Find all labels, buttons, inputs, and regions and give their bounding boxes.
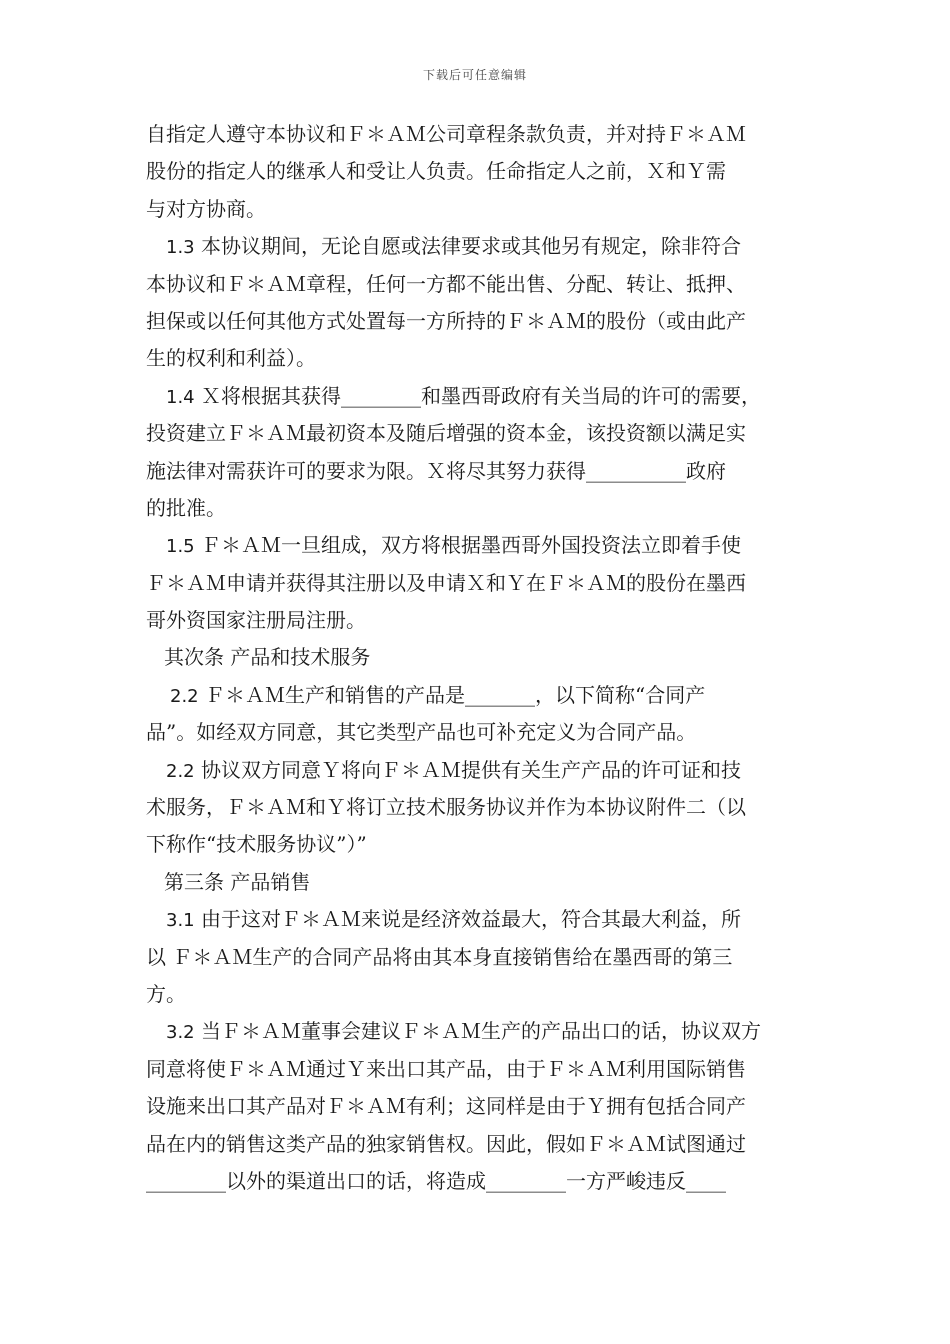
text-line (146, 1013, 816, 1050)
line-text: 设施来出口其产品对Ｆ＊ＡＭ有利；这同样是由于Ｙ拥有包括合同产 (146, 1094, 746, 1119)
line-text: 本协议期间，无论自愿或法律要求或其他另有规定，除非符合 (194, 234, 741, 259)
line-text: 生的权利和利益）。 (146, 346, 316, 371)
text-line (146, 826, 816, 863)
text-line (146, 864, 816, 901)
text-line (146, 340, 816, 377)
line-text: 第三条 产品销售 (164, 869, 311, 894)
text-line (146, 228, 816, 265)
clause-number: 2.2 (166, 760, 195, 782)
line-text: Ｆ＊ＡＭ一旦组成，双方将根据墨西哥外国投资法立即着手使 (194, 533, 741, 558)
line-text: 其次条 产品和技术服务 (164, 645, 371, 670)
text-line (146, 191, 816, 228)
line-text: Ｆ＊ＡＭ生产和销售的产品是_______，以下简称“合同产 (198, 682, 706, 707)
page-header: 下载后可任意编辑 (422, 68, 527, 82)
text-line (146, 602, 816, 639)
line-text: 下称作“技术服务协议”）” (146, 832, 367, 857)
text-line (146, 153, 816, 190)
text-line (146, 303, 816, 340)
text-line (146, 490, 816, 527)
line-text: 方。 (146, 981, 186, 1006)
document-body (146, 116, 816, 1200)
clause-number: 1.4 (166, 386, 195, 408)
text-line (146, 116, 816, 153)
line-text: 投资建立Ｆ＊ＡＭ最初资本及随后增强的资本金，该投资额以满足实 (146, 421, 746, 446)
text-line (146, 1163, 816, 1200)
text-line (146, 1051, 816, 1088)
clause-number: 1.5 (166, 536, 195, 558)
line-text: 同意将使Ｆ＊ＡＭ通过Ｙ来出口其产品，由于Ｆ＊ＡＭ利用国际销售 (146, 1056, 746, 1081)
line-text: 施法律对需获许可的要求为限。Ｘ将尽其努力获得__________政府 (146, 458, 726, 483)
line-text: 术服务，Ｆ＊ＡＭ和Ｙ将订立技术服务协议并作为本协议附件二（以 (146, 795, 746, 820)
line-text: 品在内的销售这类产品的独家销售权。因此，假如Ｆ＊ＡＭ试图通过 (146, 1131, 746, 1156)
text-line (146, 901, 816, 938)
text-line (146, 453, 816, 490)
text-line (146, 565, 816, 602)
line-text: 协议双方同意Ｙ将向Ｆ＊ＡＭ提供有关生产产品的许可证和技 (194, 757, 741, 782)
line-text: 与对方协商。 (146, 196, 266, 221)
text-line (146, 677, 816, 714)
text-line (146, 976, 816, 1013)
line-text: Ｆ＊ＡＭ申请并获得其注册以及申请Ｘ和Ｙ在Ｆ＊ＡＭ的股份在墨西 (146, 570, 746, 595)
line-text: 股份的指定人的继承人和受让人负责。任命指定人之前，Ｘ和Ｙ需 (146, 159, 726, 184)
text-line (146, 639, 816, 676)
text-line (146, 527, 816, 564)
line-text: 哥外资国家注册局注册。 (146, 608, 366, 633)
clause-number: 3.1 (166, 910, 195, 932)
line-text: 的批准。 (146, 495, 226, 520)
line-text: Ｘ将根据其获得________和墨西哥政府有关当局的许可的需要， (194, 383, 761, 408)
text-line (146, 752, 816, 789)
text-line (146, 789, 816, 826)
text-line (146, 378, 816, 415)
clause-number: 3.2 (166, 1022, 195, 1044)
clause-number: 2.2 (170, 685, 199, 707)
text-line (146, 1088, 816, 1125)
text-line (146, 939, 816, 976)
clause-number: 1.3 (166, 237, 195, 259)
line-text: 担保或以任何其他方式处置每一方所持的Ｆ＊ＡＭ的股份（或由此产 (146, 308, 746, 333)
line-text: 当Ｆ＊ＡＭ董事会建议Ｆ＊ＡＭ生产的产品出口的话，协议双方 (194, 1019, 761, 1044)
text-line (146, 1126, 816, 1163)
line-text: 以 Ｆ＊ＡＭ生产的合同产品将由其本身直接销售给在墨西哥的第三 (146, 944, 733, 969)
line-text: 由于这对Ｆ＊ＡＭ来说是经济效益最大，符合其最大利益，所 (194, 907, 741, 932)
line-text: 自指定人遵守本协议和Ｆ＊ＡＭ公司章程条款负责，并对持Ｆ＊ＡＭ (146, 122, 746, 146)
line-text: ________以外的渠道出口的话，将造成________一方严峻违反____ (146, 1168, 726, 1193)
line-text: 品”。如经双方同意，其它类型产品也可补充定义为合同产品。 (146, 720, 697, 745)
text-line (146, 415, 816, 452)
line-text: 本协议和Ｆ＊ＡＭ章程，任何一方都不能出售、分配、转让、抵押、 (146, 271, 746, 296)
text-line (146, 714, 816, 751)
text-line (146, 266, 816, 303)
